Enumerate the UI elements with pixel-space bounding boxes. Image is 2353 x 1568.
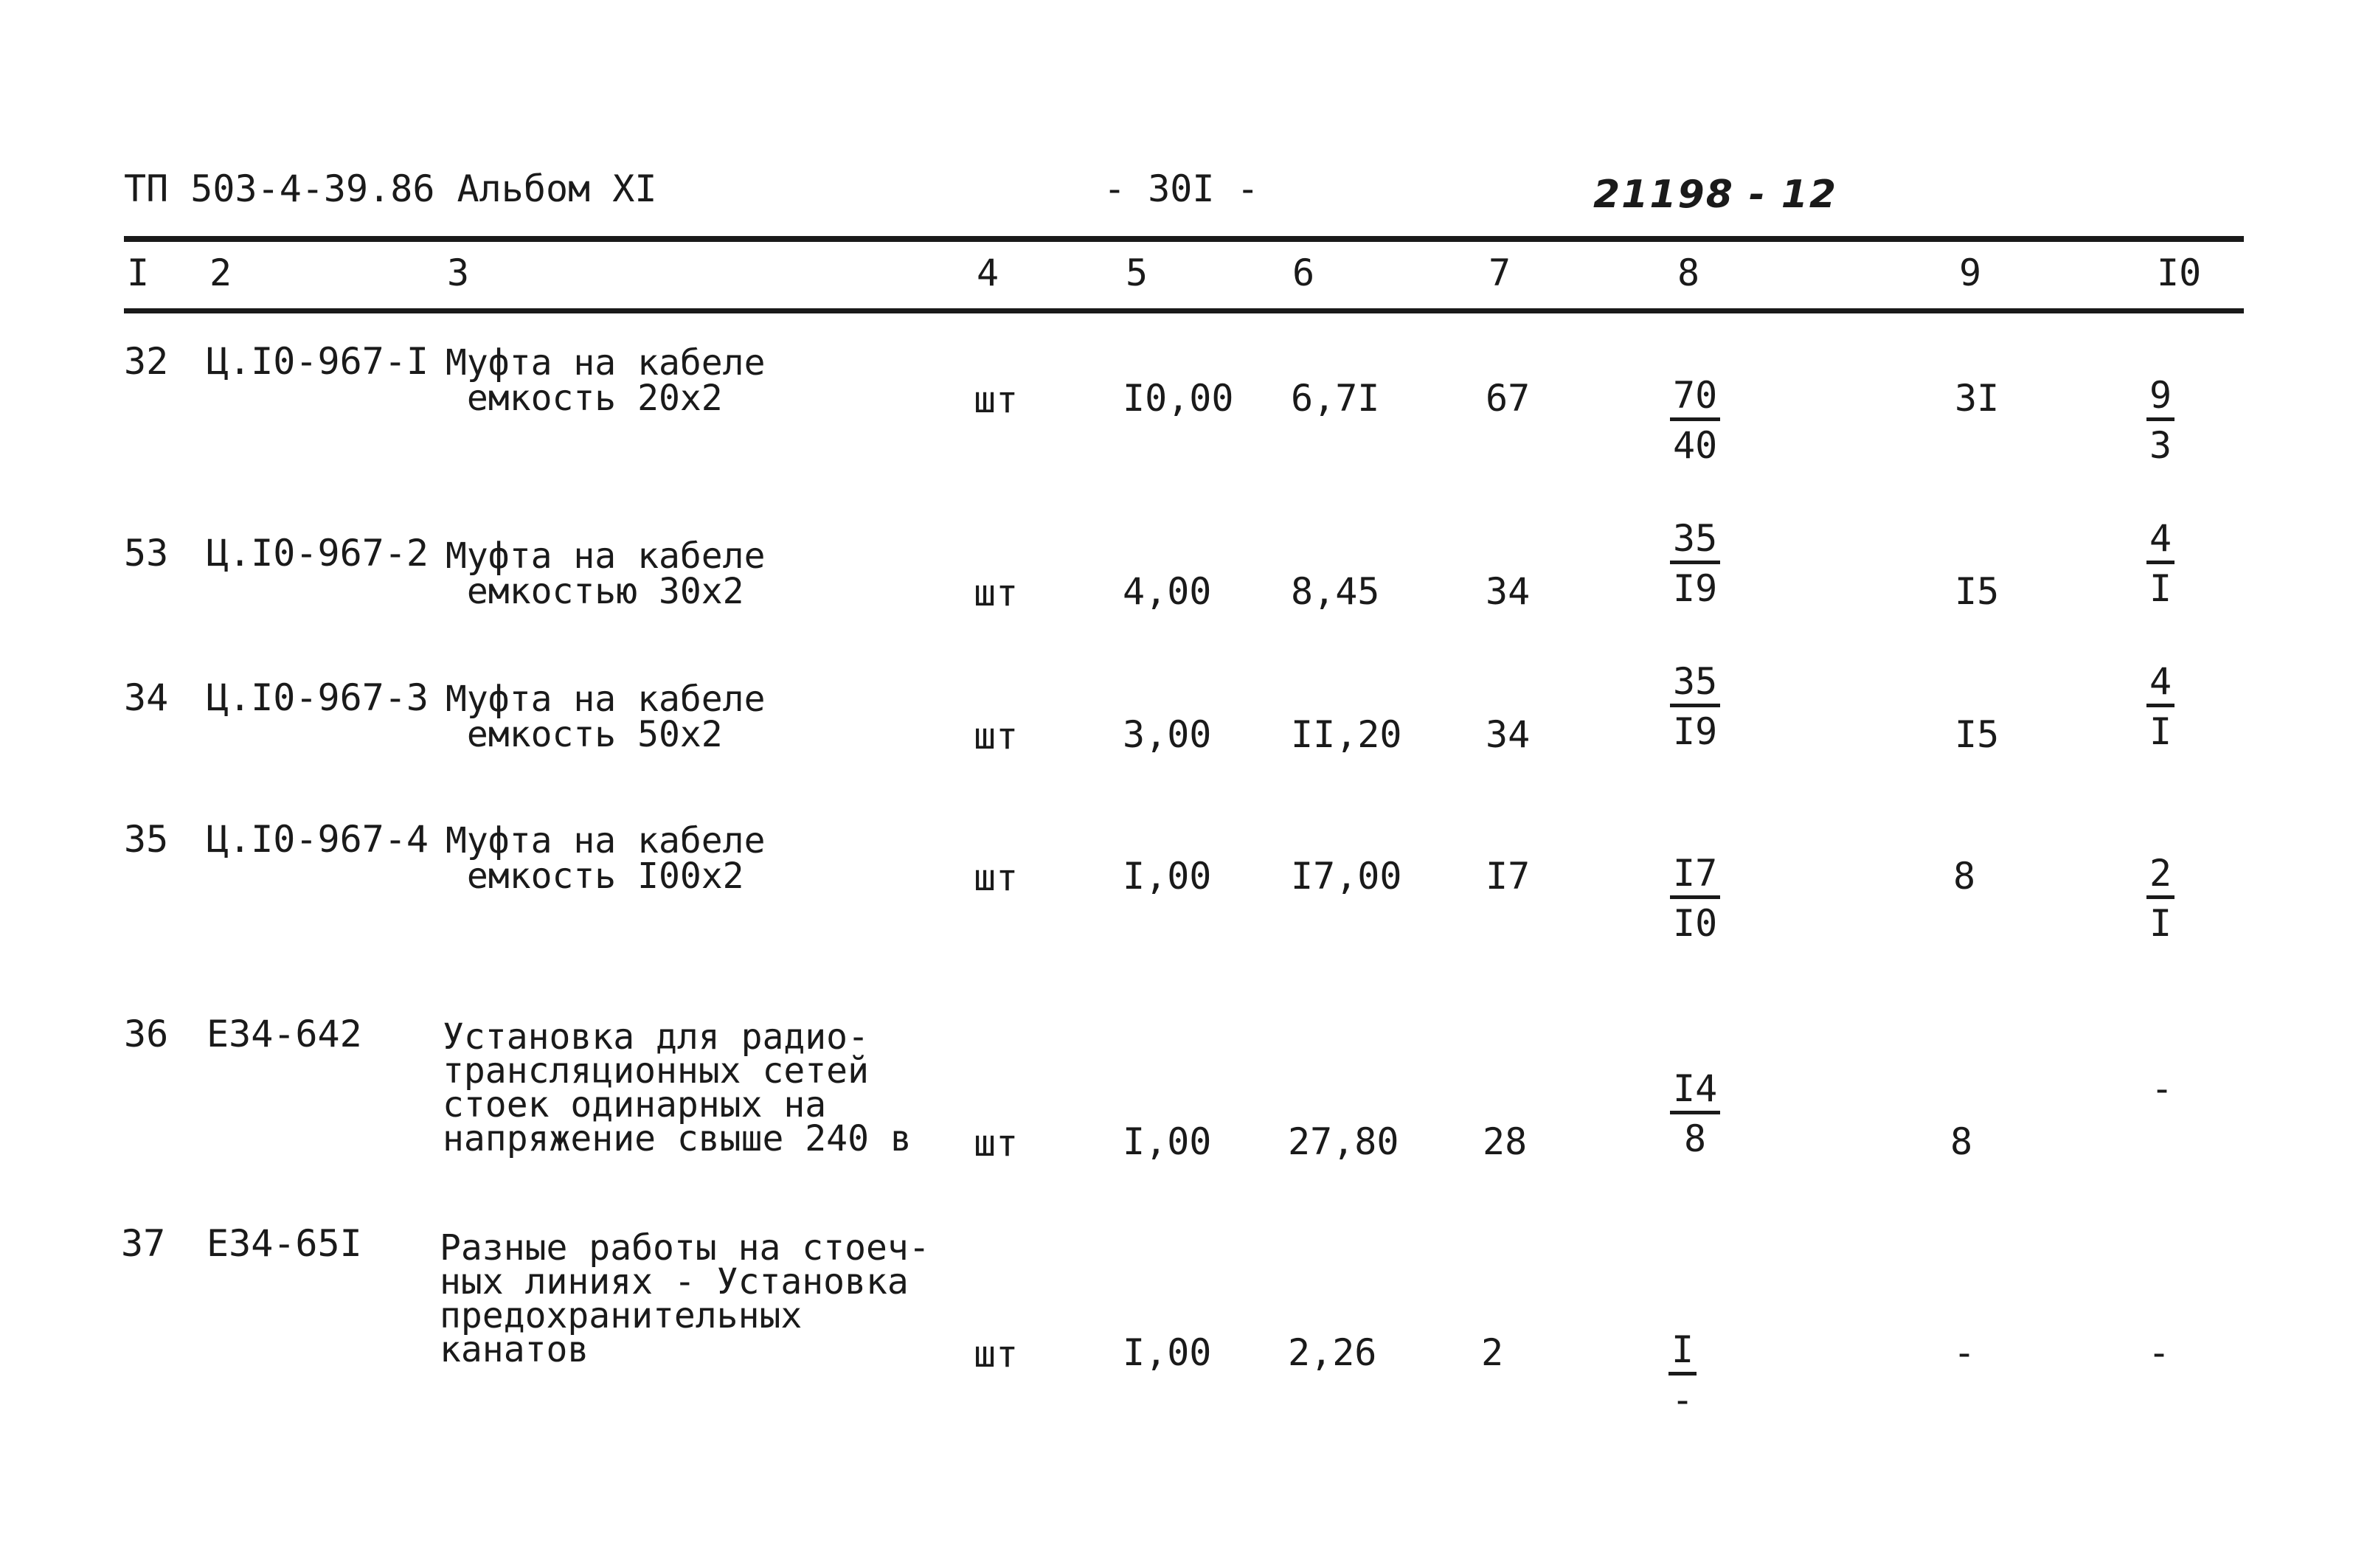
row-description-line: предохранительных bbox=[440, 1295, 803, 1336]
fraction-numerator: I bbox=[1668, 1328, 1697, 1376]
row-col8-fraction bbox=[1668, 1328, 1697, 1424]
row-total: 28 bbox=[1483, 1120, 1528, 1163]
row-number: 32 bbox=[124, 340, 169, 383]
column-header: 9 bbox=[1959, 251, 1982, 294]
row-description-line: емкость I00х2 bbox=[446, 856, 744, 897]
page-number: - 30I - bbox=[1103, 167, 1259, 210]
column-header: 8 bbox=[1677, 251, 1700, 294]
row-total: 34 bbox=[1486, 713, 1531, 756]
row-col8-fraction bbox=[1670, 851, 1720, 948]
row-description-line: Муфта на кабеле bbox=[446, 820, 766, 861]
fraction-numerator: 4 bbox=[2146, 516, 2174, 564]
row-col10-fraction bbox=[2146, 373, 2174, 470]
row-quantity: I,00 bbox=[1123, 855, 1212, 898]
row-number: 37 bbox=[121, 1222, 166, 1265]
row-col8-fraction bbox=[1670, 373, 1720, 470]
table-header-rule bbox=[124, 308, 2244, 313]
fraction-denominator: 8 bbox=[1684, 1117, 1707, 1160]
row-unit-price: 27,80 bbox=[1288, 1120, 1399, 1163]
row-code: Ц.I0-967-3 bbox=[207, 676, 429, 719]
row-col10: - bbox=[2148, 1331, 2171, 1374]
fraction-numerator: 35 bbox=[1670, 516, 1720, 564]
fraction-denominator: I9 bbox=[1673, 710, 1718, 753]
row-col8-fraction bbox=[1670, 659, 1720, 756]
handwritten-number: 21198 - 12 bbox=[1593, 173, 1838, 217]
row-description-line: емкость 20х2 bbox=[446, 378, 723, 419]
row-number: 35 bbox=[124, 818, 169, 861]
row-description-line: Муфта на кабеле bbox=[446, 535, 766, 577]
column-header: 5 bbox=[1126, 251, 1148, 294]
row-total: 2 bbox=[1481, 1331, 1504, 1374]
row-unit: шт bbox=[974, 1333, 1019, 1376]
row-unit-price: I7,00 bbox=[1291, 855, 1402, 898]
document-reference: ТП 503-4-39.86 Альбом XI bbox=[124, 167, 657, 210]
column-header: I0 bbox=[2157, 251, 2202, 294]
row-quantity: 3,00 bbox=[1123, 713, 1212, 756]
row-col10-fraction bbox=[2146, 851, 2174, 948]
row-unit: шт bbox=[974, 572, 1019, 614]
row-number: 53 bbox=[124, 532, 169, 575]
row-col8-fraction bbox=[1670, 1066, 1720, 1163]
fraction-denominator: 40 bbox=[1673, 424, 1718, 467]
fraction-numerator: 70 bbox=[1670, 373, 1720, 421]
fraction-denominator: I0 bbox=[1673, 902, 1718, 945]
row-col9: - bbox=[1953, 1331, 1976, 1374]
row-quantity: I,00 bbox=[1123, 1120, 1212, 1163]
row-total: 67 bbox=[1486, 377, 1531, 420]
row-code: Е34-642 bbox=[207, 1013, 362, 1055]
row-total: 34 bbox=[1486, 570, 1531, 613]
row-quantity: 4,00 bbox=[1123, 570, 1212, 613]
row-unit: шт bbox=[974, 378, 1019, 421]
row-description-line: трансляционных сетей bbox=[443, 1050, 869, 1092]
row-unit-price: 8,45 bbox=[1291, 570, 1380, 613]
row-col8-fraction bbox=[1670, 516, 1720, 613]
row-description-line: стоек одинарных на bbox=[443, 1084, 827, 1125]
row-description-line: емкостью 30х2 bbox=[446, 571, 744, 612]
column-header: 2 bbox=[209, 251, 232, 294]
fraction-denominator: I bbox=[2149, 710, 2172, 753]
column-header: 4 bbox=[977, 251, 999, 294]
fraction-denominator: I bbox=[2149, 902, 2172, 945]
fraction-numerator: 2 bbox=[2146, 851, 2174, 899]
row-col9: 3I bbox=[1955, 377, 2000, 420]
fraction-denominator: I bbox=[2149, 567, 2172, 610]
column-header: 7 bbox=[1489, 251, 1511, 294]
fraction-denominator: - bbox=[1671, 1378, 1694, 1421]
row-description-line: канатов bbox=[440, 1329, 589, 1370]
column-header: 3 bbox=[447, 251, 470, 294]
fraction-numerator: I4 bbox=[1670, 1066, 1720, 1114]
row-unit-price: 6,7I bbox=[1291, 377, 1380, 420]
fraction-numerator: I7 bbox=[1670, 851, 1720, 899]
row-col10-fraction bbox=[2146, 516, 2174, 613]
fraction-denominator: I9 bbox=[1673, 567, 1718, 610]
row-code: Ц.I0-967-I bbox=[207, 340, 429, 383]
row-description-line: Разные работы на стоеч- bbox=[440, 1227, 930, 1269]
row-number: 34 bbox=[124, 676, 169, 719]
row-quantity: I,00 bbox=[1123, 1331, 1212, 1374]
fraction-numerator: 4 bbox=[2146, 659, 2174, 707]
table-top-rule bbox=[124, 236, 2244, 242]
row-description-line: напряжение свыше 240 в bbox=[443, 1118, 912, 1159]
row-unit-price: 2,26 bbox=[1288, 1331, 1377, 1374]
row-unit-price: II,20 bbox=[1291, 713, 1402, 756]
row-number: 36 bbox=[124, 1013, 169, 1055]
row-code: Е34-65I bbox=[207, 1222, 362, 1265]
row-col9: 8 bbox=[1950, 1120, 1973, 1163]
row-unit: шт bbox=[974, 715, 1019, 757]
row-col9: I5 bbox=[1955, 570, 2000, 613]
row-col10-fraction bbox=[2146, 659, 2174, 756]
fraction-numerator: 9 bbox=[2146, 373, 2174, 421]
row-col9: 8 bbox=[1953, 855, 1976, 898]
column-header: I bbox=[127, 251, 150, 294]
row-code: Ц.I0-967-2 bbox=[207, 532, 429, 575]
row-code: Ц.I0-967-4 bbox=[207, 818, 429, 861]
column-header: 6 bbox=[1292, 251, 1315, 294]
row-description-line: Муфта на кабеле bbox=[446, 679, 766, 720]
row-quantity: I0,00 bbox=[1123, 377, 1234, 420]
fraction-denominator: 3 bbox=[2149, 424, 2172, 467]
row-total: I7 bbox=[1486, 855, 1531, 898]
row-description-line: емкость 50х2 bbox=[446, 714, 723, 755]
row-col10: - bbox=[2151, 1067, 2174, 1110]
fraction-numerator: 35 bbox=[1670, 659, 1720, 707]
row-unit: шт bbox=[974, 1122, 1019, 1165]
row-unit: шт bbox=[974, 856, 1019, 899]
row-col9: I5 bbox=[1955, 713, 2000, 756]
row-description-line: ных линиях - Установка bbox=[440, 1261, 909, 1302]
row-description-line: Муфта на кабеле bbox=[446, 342, 766, 384]
row-description-line: Установка для радио- bbox=[443, 1016, 869, 1058]
